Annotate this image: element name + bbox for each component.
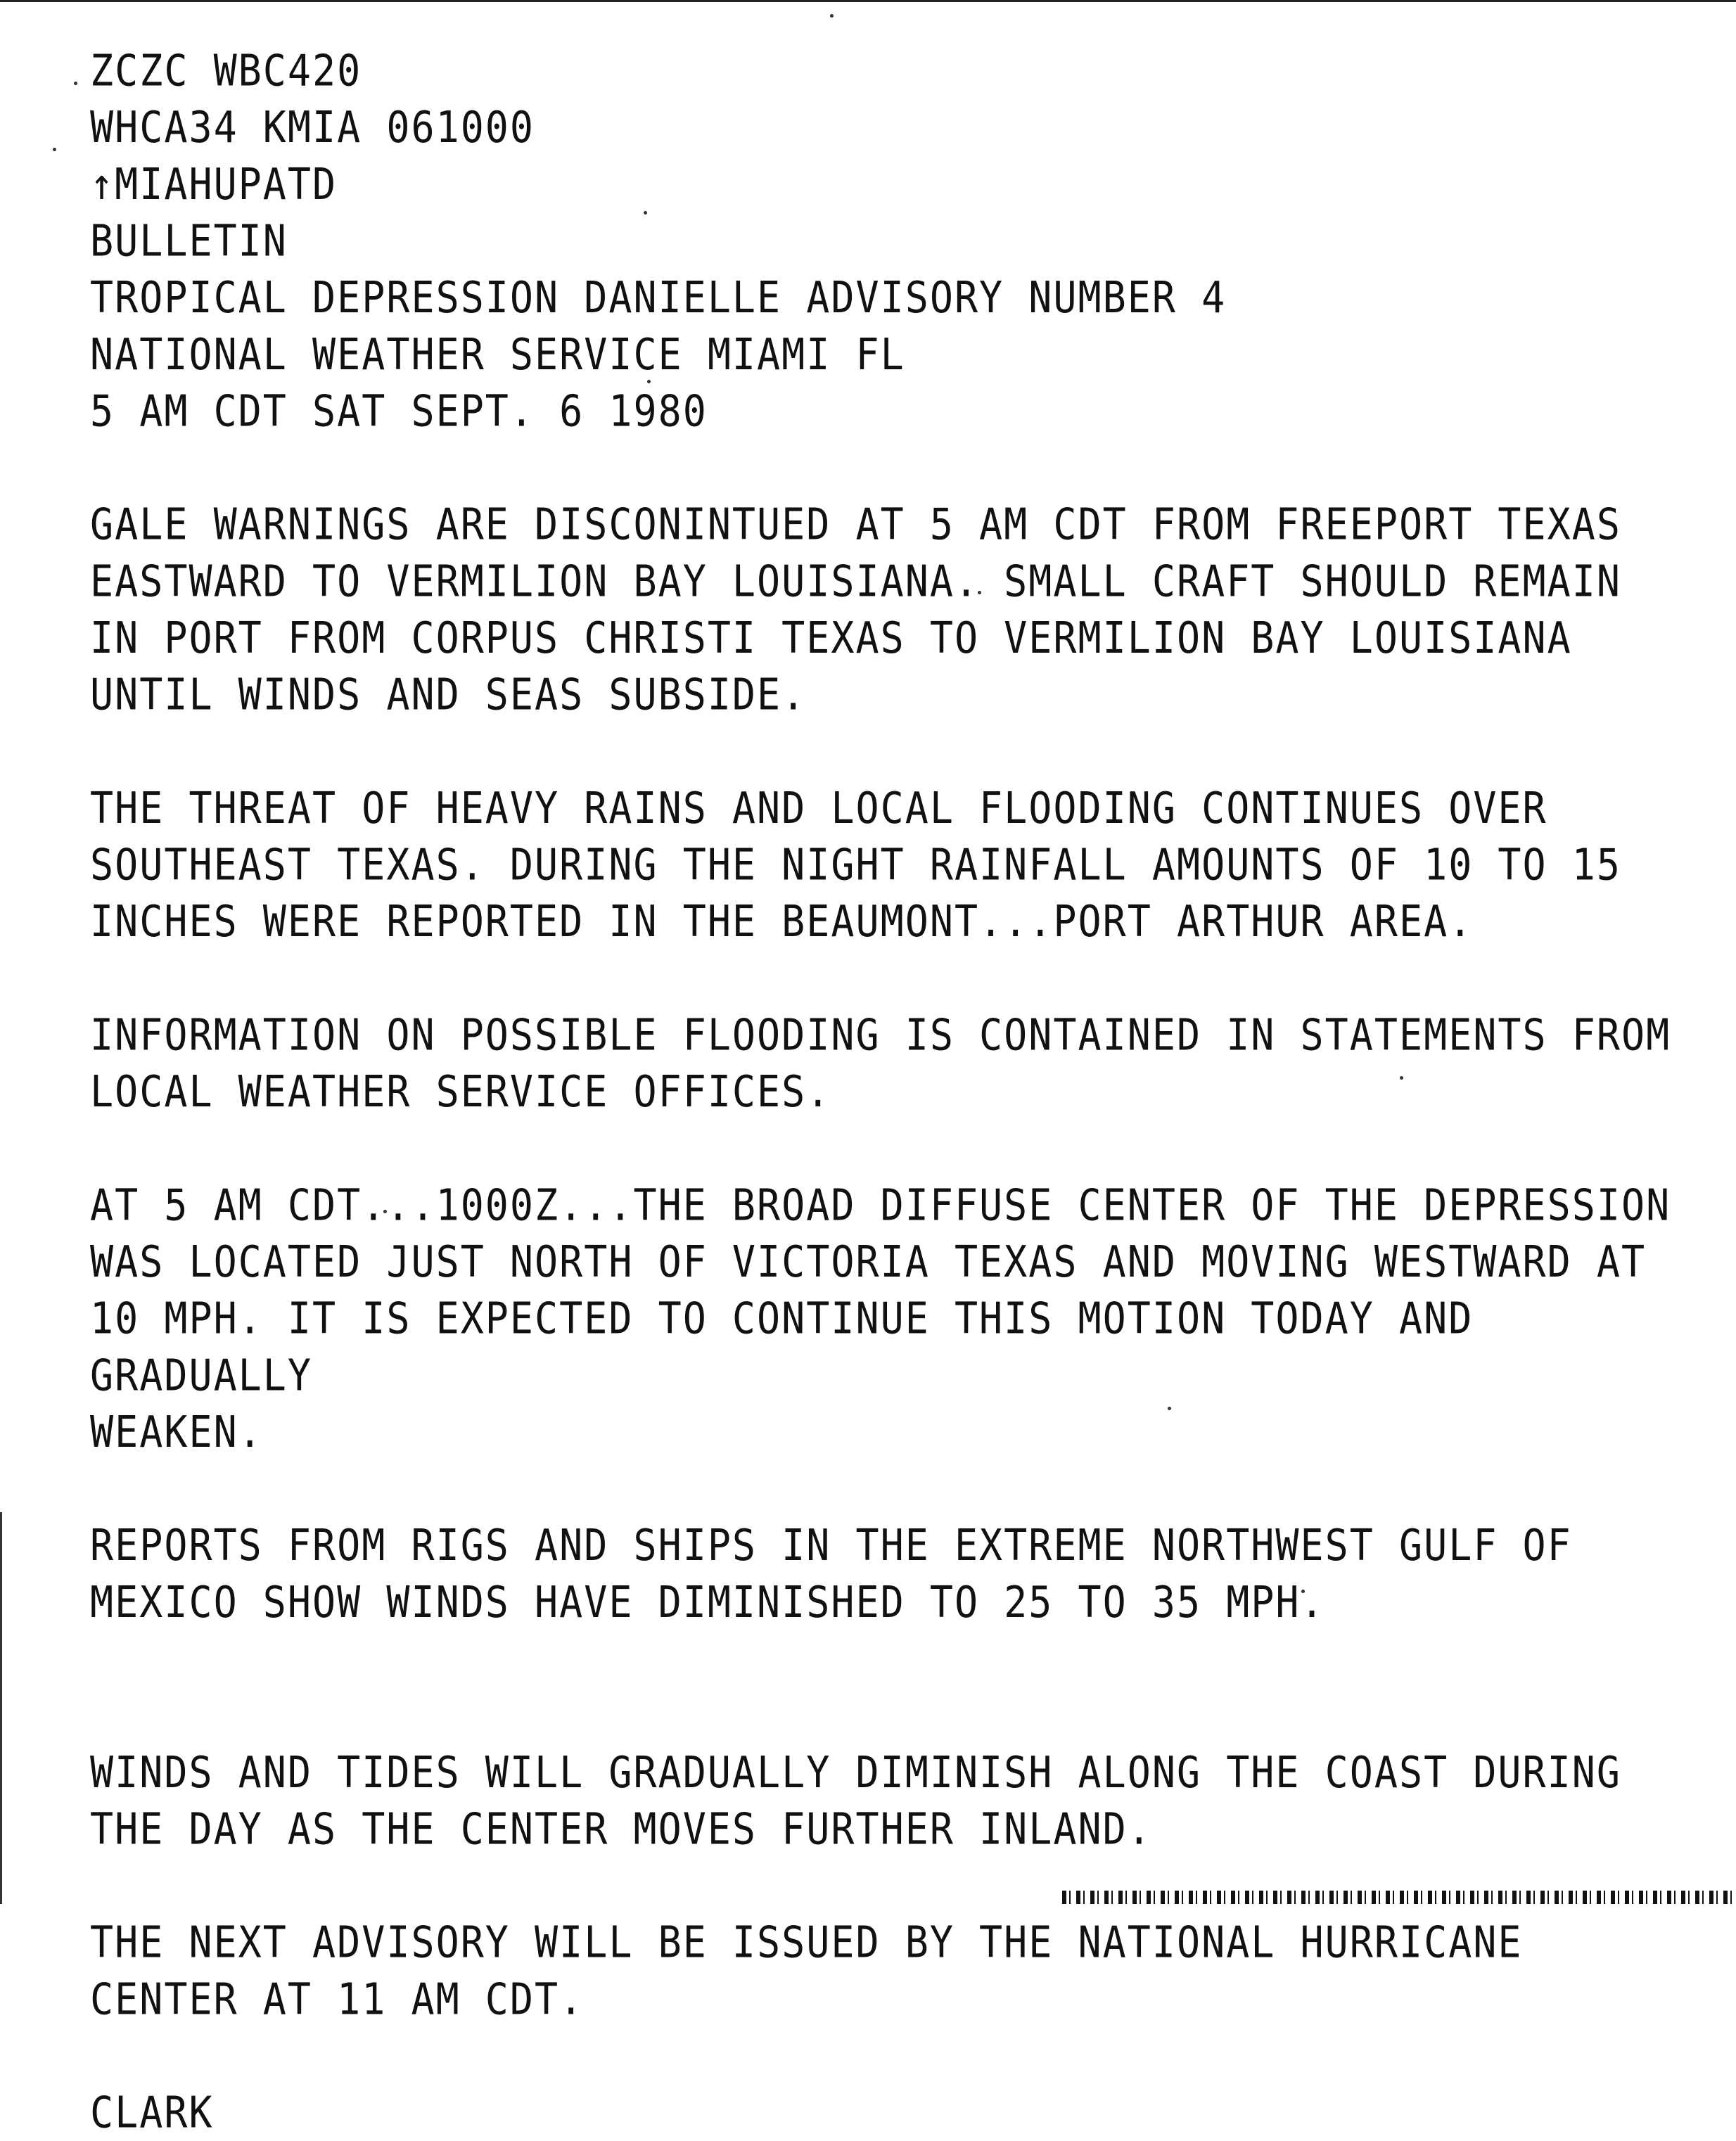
paragraph-line: SOUTHEAST TEXAS. DURING THE NIGHT RAINFALL AMOUNTS OF 10 TO 15 (90, 839, 1621, 890)
bulletin-label: BULLETIN (90, 215, 288, 267)
spacer (90, 723, 1638, 780)
spacer (90, 439, 1638, 496)
paragraph-line: WEAKEN. (90, 1406, 263, 1457)
spacer (90, 1857, 1638, 1914)
spacer (90, 2027, 1638, 2084)
paragraph-line: GRADUALLY (90, 1350, 313, 1400)
left-edge-line (0, 1512, 2, 1904)
paragraph-line: AT 5 AM CDT...1000Z...THE BROAD DIFFUSE CENTER OF THE DEPRESSION (90, 1180, 1671, 1230)
signature: CLARK (90, 2087, 214, 2138)
paragraph-line: MEXICO SHOW WINDS HAVE DIMINISHED TO 25 TO 35 MPH. (90, 1576, 1325, 1628)
issuing-office: NATIONAL WEATHER SERVICE MIAMI FL (90, 328, 905, 380)
advisory-title: TROPICAL DEPRESSION DANIELLE ADVISORY NUMBER 4 (90, 272, 1227, 323)
spacer (90, 950, 1638, 1006)
speck-mark (830, 14, 834, 18)
spacer (90, 1120, 1638, 1177)
issue-time: 5 AM CDT SAT SEPT. 6 1980 (90, 385, 708, 436)
speck-mark (74, 82, 77, 85)
paragraph-line: THE DAY AS THE CENTER MOVES FURTHER INLAND. (90, 1803, 1152, 1854)
paragraph-line: 10 MPH. IT IS EXPECTED TO CONTINUE THIS MOTION TODAY AND (90, 1293, 1474, 1344)
header-line: WHCA34 KMIA 061000 (90, 102, 535, 153)
paragraph-line: THE NEXT ADVISORY WILL BE ISSUED BY THE NATIONAL HURRICANE (90, 1917, 1523, 1968)
paragraph-line: IN PORT FROM CORPUS CHRISTI TEXAS TO VERMILION BAY LOUISIANA (90, 612, 1572, 663)
paragraph-line: LOCAL WEATHER SERVICE OFFICES. (90, 1066, 831, 1117)
header-line: ↑MIAHUPATD (90, 158, 338, 210)
paragraph-line: REPORTS FROM RIGS AND SHIPS IN THE EXTREME NORTHWEST GULF OF (90, 1520, 1572, 1571)
paragraph-line: UNTIL WINDS AND SEAS SUBSIDE. (90, 669, 807, 720)
spacer (90, 1630, 1638, 1744)
paragraph-line: INFORMATION ON POSSIBLE FLOODING IS CONTAINED IN STATEMENTS FROM (90, 1009, 1671, 1061)
header-line: ZCZC WBC420 (90, 45, 362, 96)
spacer (90, 1460, 1638, 1517)
paragraph-line: THE THREAT OF HEAVY RAINS AND LOCAL FLOODING CONTINUES OVER (90, 782, 1547, 833)
speck-mark (53, 148, 56, 151)
bulletin-text (90, 42, 1671, 2141)
paragraph-line: WAS LOCATED JUST NORTH OF VICTORIA TEXAS AND MOVING WESTWARD AT (90, 1236, 1647, 1287)
paragraph-line: GALE WARNINGS ARE DISCONINTUED AT 5 AM CDT FROM FREEPORT TEXAS (90, 499, 1621, 550)
paragraph-line: EASTWARD TO VERMILION BAY LOUISIANA. SMALL CRAFT SHOULD REMAIN (90, 556, 1621, 606)
paragraph-line: CENTER AT 11 AM CDT. (90, 1974, 585, 2024)
top-edge-line (0, 0, 1736, 2)
paragraph-line: INCHES WERE REPORTED IN THE BEAUMONT...PORT ARTHUR AREA. (90, 896, 1474, 947)
paragraph-line: WINDS AND TIDES WILL GRADUALLY DIMINISH ALONG THE COAST DURING (90, 1746, 1621, 1798)
